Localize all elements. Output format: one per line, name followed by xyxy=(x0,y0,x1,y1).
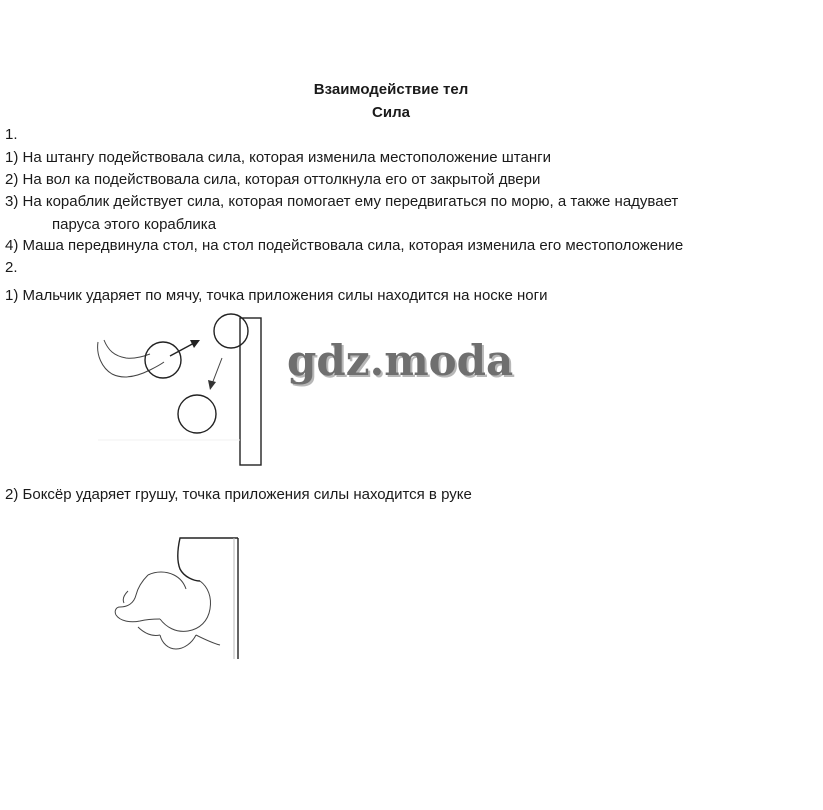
section2-item-1: 1) Мальчик ударяет по мячу, точка приложения силы находится на носке ноги xyxy=(5,287,548,304)
page-subtitle: Сила xyxy=(372,104,410,121)
section1-item-4: 4) Маша передвинула стол, на стол подействовала сила, которая изменила его местоположение xyxy=(5,237,684,254)
section1-item-3: 3) На кораблик действует сила, которая помогает ему передвигаться по морю, а также надувает xyxy=(5,193,679,210)
section1-item-2: 2) На вол ка подействовала сила, которая оттолкнула его от закрытой двери xyxy=(5,171,541,188)
section1-item-1: 1) На штангу подействовала сила, которая изменила местоположение штанги xyxy=(5,149,551,166)
section1-item-3-continued: паруса этого кораблика xyxy=(52,216,217,233)
section2-item-2: 2) Боксёр ударяет грушу, точка приложения силы находится в руке xyxy=(5,486,472,503)
section1-number: 1. xyxy=(5,126,18,143)
boxer-punch-drawing xyxy=(108,535,248,665)
watermark: gdz.moda xyxy=(287,336,514,385)
kick-ball-drawing xyxy=(90,310,280,470)
page-title: Взаимодействие тел xyxy=(313,81,469,98)
section2-number: 2. xyxy=(5,259,18,276)
